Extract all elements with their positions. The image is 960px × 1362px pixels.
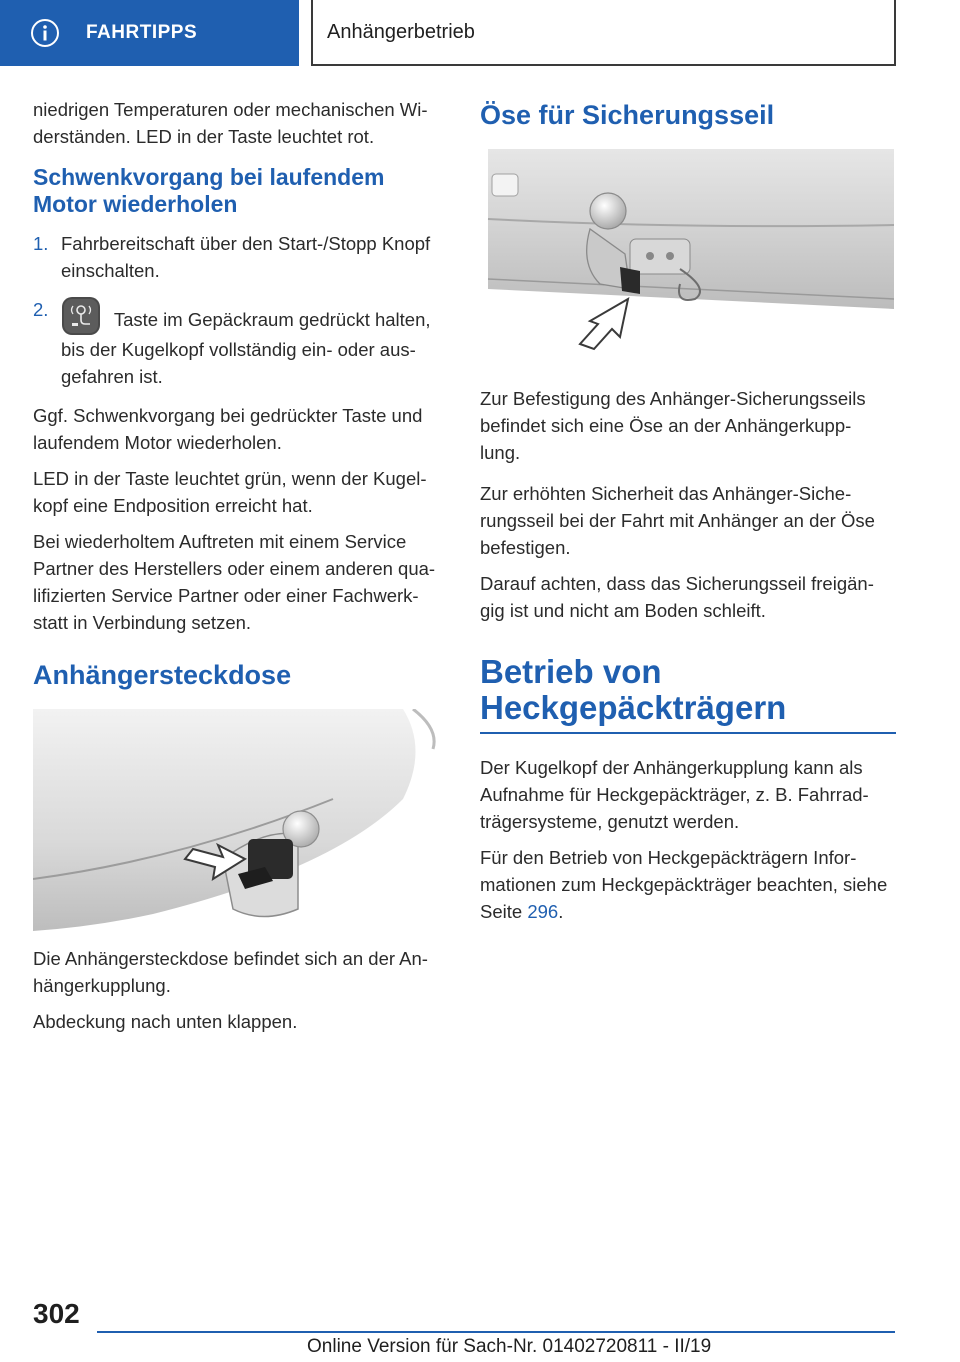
- paragraph: Abdeckung nach unten klappen.: [33, 1011, 298, 1032]
- step-text: Taste im Gepäckraum gedrückt halten, bis der Kugelkopf vollständig ein- oder aus- gefahren ist.: [61, 309, 431, 387]
- chapter-header: [311, 0, 896, 66]
- heading-safety-cable-eye: Öse für Sicherungsseil: [480, 100, 775, 130]
- footer-version-text: Online Version für Sach-Nr. 01402720811 - II/19: [307, 1336, 712, 1357]
- paragraph: Darauf achten, dass das Sicherungsseil freigän- gig ist und nicht am Boden schleift.: [480, 573, 874, 621]
- paragraph: LED in der Taste leuchtet grün, wenn der Kugel- kopf eine Endposition erreicht hat.: [33, 468, 427, 516]
- footer-divider: [97, 1331, 895, 1333]
- chapter-heading-rear-carrier: Betrieb von Heckgepäckträgern: [480, 654, 896, 734]
- paragraph: Bei wiederholtem Auftreten mit einem Service Partner des Herstellers oder einem anderen qua- lifizierten Service Partner oder einer Fachwerk- statt in Verbindung setzen.: [33, 531, 436, 633]
- paragraph: Der Kugelkopf der Anhängerkupplung kann als Aufnahme für Heckgepäckträger, z. B. Fahrrad- trägersysteme, genutzt werden.: [480, 757, 869, 832]
- step-text: Fahrbereitschaft über den Start-/Stopp Knopf einschalten.: [61, 233, 431, 281]
- reference-end: .: [558, 901, 564, 922]
- intro-paragraph: niedrigen Temperaturen oder mechanischen Wi- derständen. LED in der Taste leuchtet rot.: [33, 99, 428, 147]
- heading-trailer-socket: Anhängersteckdose: [33, 660, 292, 690]
- step-item: [33, 296, 449, 390]
- step-number: 1.: [33, 233, 49, 254]
- paragraph: Ggf. Schwenkvorgang bei gedrückter Taste und laufendem Motor wiederholen.: [33, 405, 423, 453]
- left-column: [33, 96, 449, 1044]
- heading-swivel-repeat: Schwenkvorgang bei laufendem Motor wiederholen: [33, 164, 385, 217]
- section-tab[interactable]: [0, 0, 299, 66]
- page-number: 302: [33, 1298, 80, 1329]
- paragraph: Die Anhängersteckdose befindet sich an der An- hängerkupplung.: [33, 948, 428, 996]
- trailer-hitch-button-icon: [61, 296, 101, 336]
- paragraph-with-reference: [480, 844, 896, 925]
- reference-text: Für den Betrieb von Heckgepäckträgern Infor- mationen zum Heckgepäckträger beachten, siehe Seite: [480, 847, 888, 922]
- info-icon: [30, 18, 60, 48]
- page-reference-link[interactable]: 296: [527, 901, 559, 922]
- chapter-label: Anhängerbetrieb: [327, 20, 475, 43]
- step-number: 2.: [33, 299, 49, 320]
- safety-cable-eye-illustration: [480, 149, 894, 369]
- paragraph: Zur Befestigung des Anhänger-Sicherungsseils befindet sich eine Öse an der Anhängerkupp- lung.: [480, 388, 866, 463]
- trailer-socket-illustration: [33, 709, 439, 931]
- step-item: [33, 230, 449, 284]
- right-column: [480, 96, 896, 934]
- step-list: [33, 230, 449, 390]
- section-label: FAHRTIPPS: [86, 22, 198, 43]
- paragraph: Zur erhöhten Sicherheit das Anhänger-Siche- rungsseil bei der Fahrt mit Anhänger an der Öse befestigen.: [480, 483, 875, 558]
